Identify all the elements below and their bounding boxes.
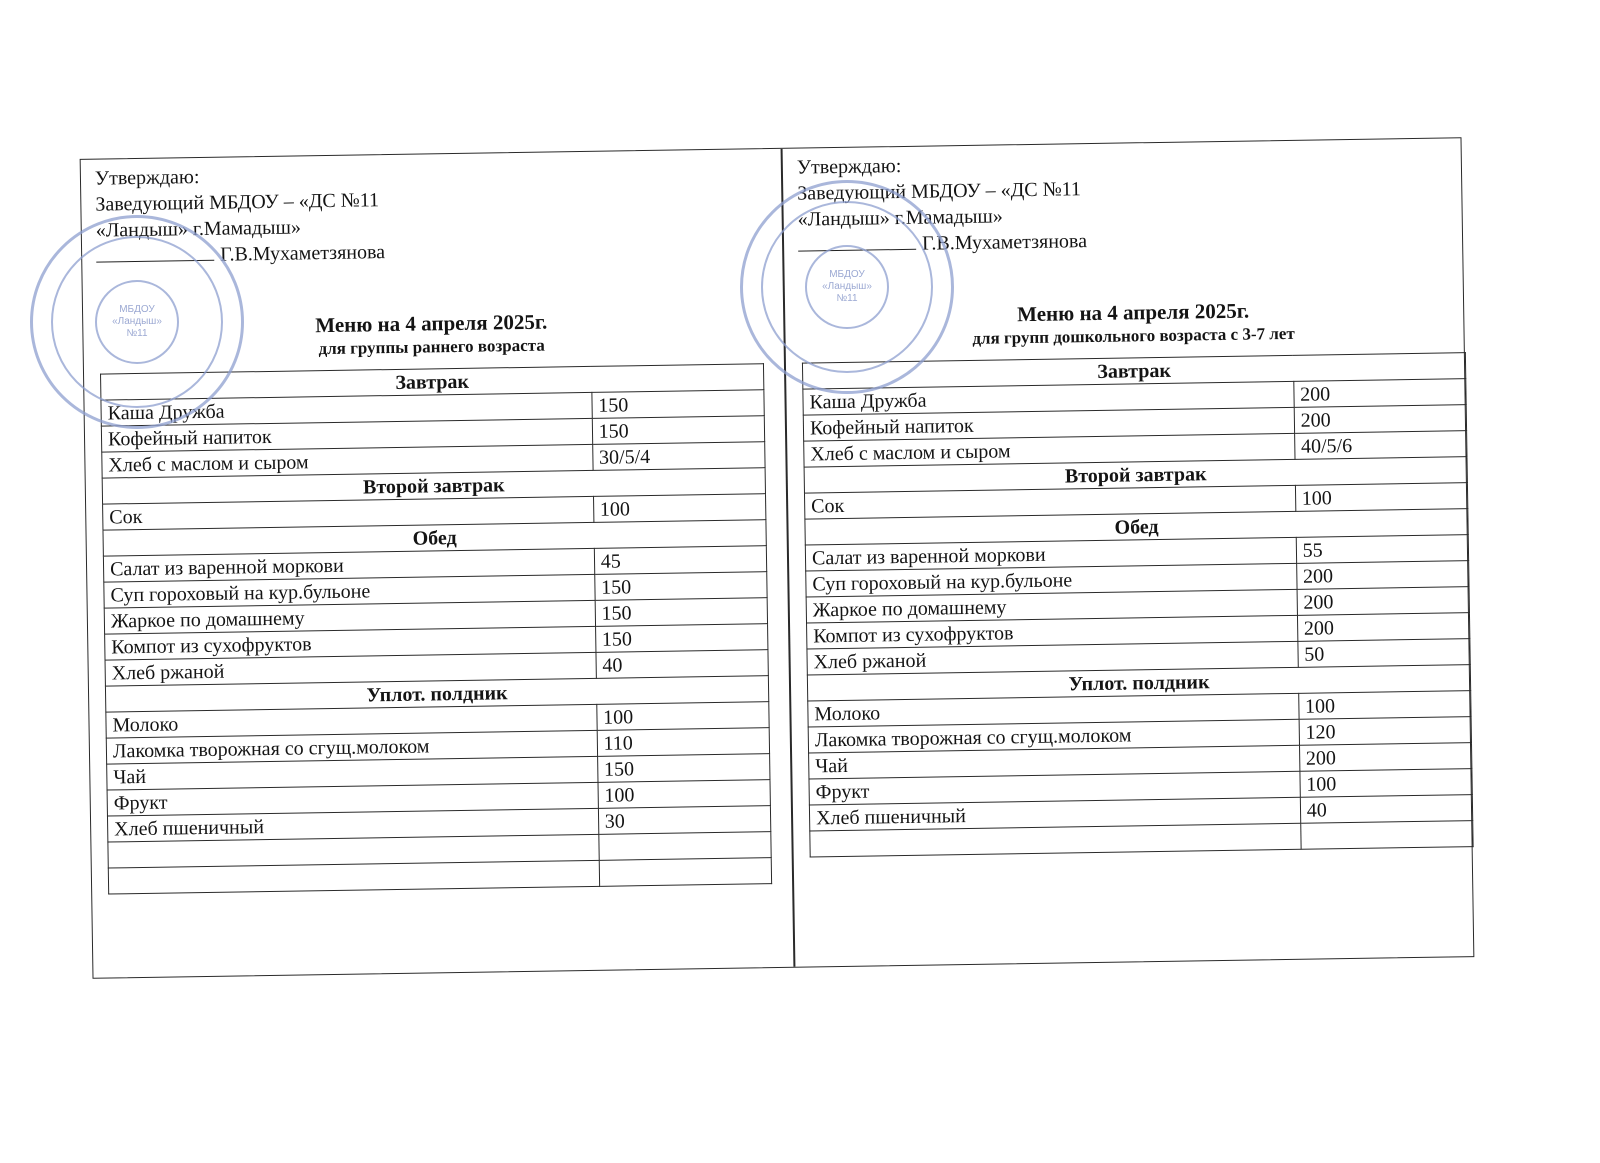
dish-quantity: 40	[596, 650, 769, 679]
dish-quantity: 200	[1296, 561, 1469, 590]
menu-title-block	[793, 294, 1474, 353]
dish-quantity: 100	[596, 702, 769, 731]
dish-quantity: 100	[1295, 483, 1468, 512]
dish-quantity: 50	[1298, 639, 1471, 668]
approve-signer: Г.В.Мухаметзянова	[921, 230, 1088, 255]
approve-label: Утверждаю:	[94, 166, 200, 190]
menu-title-block	[91, 305, 772, 364]
approval-block	[89, 155, 771, 270]
dish-name: Хлеб ржаной	[807, 641, 1298, 675]
seal-line: МБДОУ	[119, 304, 155, 315]
dish-name: Кофейный напиток	[803, 407, 1294, 441]
menu-table	[802, 352, 1474, 857]
dish-name: Хлеб с маслом и сыром	[102, 444, 593, 478]
dish-quantity: 45	[594, 546, 767, 575]
dish-name: Салат из варенной моркови	[805, 537, 1296, 571]
seal-line: «Ландыш»	[822, 281, 872, 292]
signature-line	[798, 249, 916, 252]
dish-quantity: 200	[1297, 587, 1470, 616]
dish-quantity: 200	[1294, 405, 1467, 434]
dish-quantity: 200	[1299, 743, 1472, 772]
section-title: Уплот. полдник	[105, 676, 768, 712]
approve-position: Заведующий МБДОУ – «ДС №11	[95, 189, 380, 216]
dish-quantity: 100	[1300, 769, 1473, 798]
dish-name: Жаркое по домашнему	[806, 589, 1297, 623]
dish-quantity: 30	[598, 806, 771, 835]
seal-line: №11	[126, 328, 148, 339]
dish-quantity: 150	[595, 624, 768, 653]
menu-subtitle: для группы раннего возраста	[318, 335, 545, 359]
menu-panel-preschool	[791, 144, 1482, 858]
dish-name: Чай	[107, 756, 598, 790]
empty-cell	[1300, 821, 1473, 850]
panel-header	[791, 144, 1474, 363]
approve-position: Заведующий МБДОУ – «ДС №11	[797, 178, 1082, 205]
dish-name: Хлеб с маслом и сыром	[804, 433, 1295, 467]
dish-name: Молоко	[106, 704, 597, 738]
menu-sheet	[80, 137, 1475, 979]
seal-line: МБДОУ	[829, 269, 865, 280]
dish-quantity: 30/5/4	[592, 442, 765, 471]
section-title: Обед	[805, 509, 1468, 545]
dish-name: Фрукт	[809, 771, 1300, 805]
approve-signer: Г.В.Мухаметзянова	[219, 241, 386, 266]
dish-quantity: 200	[1297, 613, 1470, 642]
panel-header	[89, 155, 772, 374]
empty-cell	[599, 858, 772, 887]
dish-name: Кофейный напиток	[101, 418, 592, 452]
dish-quantity: 150	[594, 572, 767, 601]
approve-org: «Ландыш» г.Мамадыш»	[797, 205, 1004, 231]
dish-name: Суп гороховый на кур.бульоне	[806, 563, 1297, 597]
section-title: Уплот. полдник	[807, 665, 1470, 701]
menu-panel-early-age	[89, 155, 780, 895]
dish-name: Молоко	[808, 693, 1299, 727]
dish-quantity: 100	[1298, 691, 1471, 720]
seal-line: «Ландыш»	[112, 316, 162, 327]
approve-label: Утверждаю:	[796, 154, 902, 179]
seal-line: №11	[836, 293, 858, 304]
dish-quantity: 110	[597, 728, 770, 757]
dish-name: Чай	[809, 745, 1300, 779]
dish-quantity: 120	[1299, 717, 1472, 746]
dish-quantity: 100	[598, 780, 771, 809]
dish-name: Суп гороховый на кур.бульоне	[104, 574, 595, 608]
dish-name: Компот из сухофруктов	[807, 615, 1298, 649]
dish-quantity: 150	[592, 390, 765, 419]
empty-cell	[599, 832, 772, 861]
section-title: Второй завтрак	[102, 468, 765, 504]
menu-title: Меню на 4 апреля 2025г.	[1017, 298, 1250, 327]
signature-line	[96, 260, 214, 263]
dish-name: Лакомка творожная со сгущ.молоком	[106, 730, 597, 764]
dish-name: Каша Дружба	[101, 392, 592, 426]
dish-name: Хлеб пшеничный	[107, 808, 598, 842]
dish-name: Каша Дружба	[803, 381, 1294, 415]
dish-quantity: 55	[1296, 535, 1469, 564]
approve-org: «Ландыш» г.Мамадыш»	[95, 216, 302, 242]
dish-name: Жаркое по домашнему	[104, 600, 595, 634]
menu-title: Меню на 4 апреля 2025г.	[315, 309, 548, 338]
dish-name: Лакомка творожная со сгущ.молоком	[808, 719, 1299, 753]
dish-name: Хлеб ржаной	[105, 652, 596, 686]
menu-table	[100, 363, 772, 894]
approval-block	[791, 144, 1473, 259]
dish-name: Фрукт	[107, 782, 598, 816]
menu-subtitle: для групп дошкольного возраста с 3-7 лет	[972, 323, 1295, 348]
section-title: Завтрак	[101, 364, 764, 400]
dish-quantity: 150	[595, 598, 768, 627]
dish-quantity: 100	[593, 494, 766, 523]
section-title: Завтрак	[802, 353, 1465, 389]
dish-name: Салат из варенной моркови	[103, 548, 594, 582]
dish-name: Компот из сухофруктов	[105, 626, 596, 660]
dish-name: Сок	[804, 485, 1295, 519]
dish-quantity: 150	[592, 416, 765, 445]
dish-quantity: 150	[597, 754, 770, 783]
section-title: Второй завтрак	[804, 457, 1467, 493]
dish-quantity: 200	[1293, 379, 1466, 408]
dish-quantity: 40	[1300, 795, 1473, 824]
dish-name: Сок	[103, 496, 594, 530]
section-title: Обед	[103, 520, 766, 556]
dish-name: Хлеб пшеничный	[809, 797, 1300, 831]
dish-quantity: 40/5/6	[1294, 431, 1467, 460]
